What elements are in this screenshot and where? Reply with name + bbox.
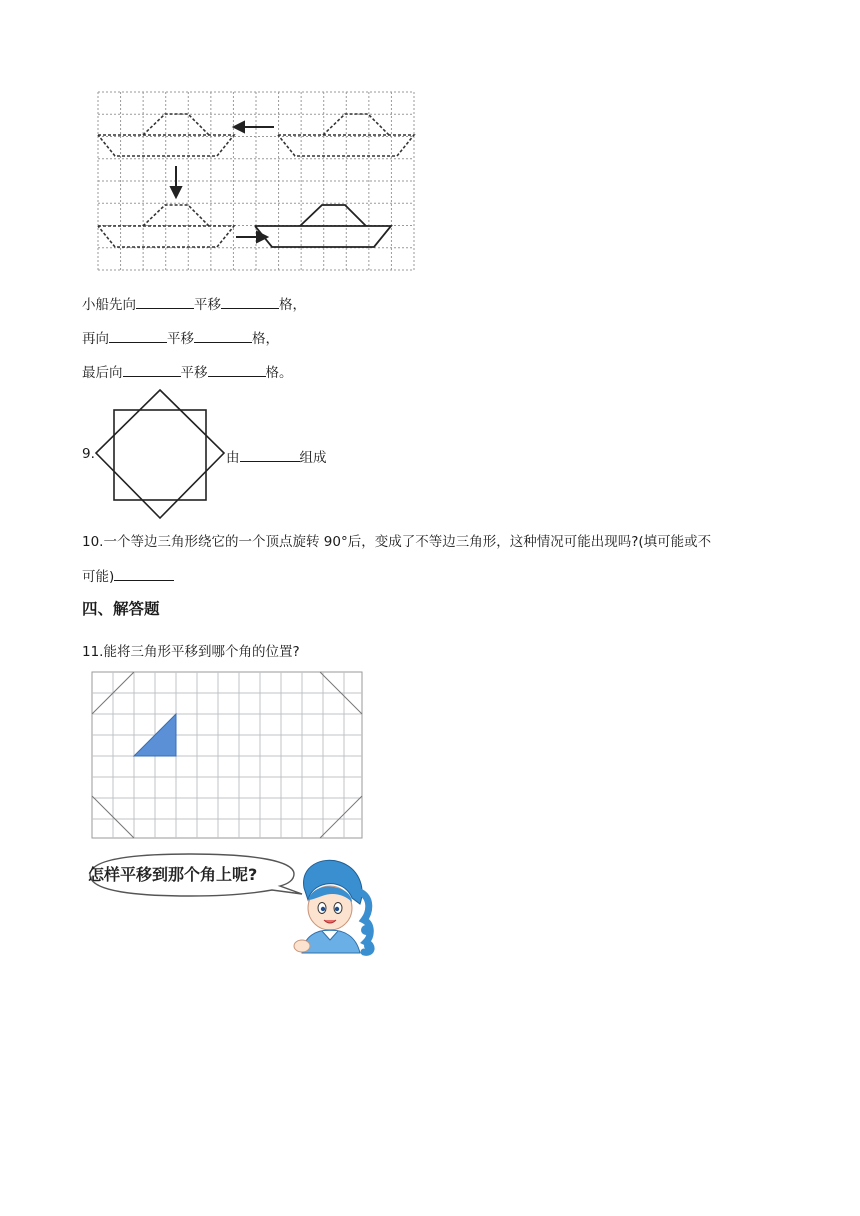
- q8-line3-mid: 平移: [180, 365, 208, 381]
- answer-blank[interactable]: [136, 294, 194, 309]
- q8-line2-post: 格，: [252, 331, 279, 347]
- speech-bubble: [80, 850, 310, 900]
- q10-line-1: 10.一个等边三角形绕它的一个顶点旋转 90°后，变成了不等边三角形，这种情况可能出现吗?(填可能或不: [82, 534, 712, 550]
- answer-blank[interactable]: [208, 362, 266, 377]
- q8-line3-post: 格。: [265, 365, 293, 381]
- corner-mark-bottom-right: [320, 796, 362, 838]
- q8-line1-mid: 平移: [194, 297, 221, 313]
- q8-line2-pre: 再向: [82, 331, 109, 347]
- q8-line2-mid: 平移: [167, 331, 194, 347]
- girl-illustration: [282, 858, 382, 953]
- triangle-grid-figure: [92, 672, 364, 840]
- answer-blank[interactable]: [221, 294, 279, 309]
- q10-line-2: [82, 565, 174, 585]
- q9-number: 9.: [82, 446, 95, 462]
- octagram-figure: [94, 390, 224, 520]
- bubble-text: 怎样平移到那个角上呢?: [88, 865, 258, 884]
- q8-line1-pre: 小船先向: [82, 297, 136, 313]
- q9-text-b: 组成: [299, 450, 327, 466]
- q10-text-2: 可能): [82, 569, 115, 585]
- boat-sail-dashed-top-left: [143, 114, 209, 135]
- q8-line-3: [82, 361, 293, 381]
- q11-question: 11.能将三角形平移到哪个角的位置?: [82, 644, 300, 660]
- q9-line: [226, 446, 327, 466]
- q8-line-2: [82, 327, 279, 347]
- boat-translation-figure: [98, 92, 416, 272]
- answer-blank[interactable]: [109, 328, 167, 343]
- answer-blank[interactable]: [114, 566, 174, 581]
- answer-blank[interactable]: [194, 328, 252, 343]
- answer-blank[interactable]: [123, 362, 181, 377]
- q8-line-1: [82, 293, 306, 313]
- q8-line3-pre: 最后向: [82, 365, 123, 381]
- boat-sail-solid-final: [300, 205, 366, 226]
- q8-line1-post: 格，: [279, 297, 306, 313]
- boat-solid-final: [255, 226, 391, 247]
- section-heading: 四、解答题: [82, 600, 160, 618]
- q9-text-a: 由: [226, 450, 240, 466]
- boat-sail-dashed-top-right: [323, 114, 389, 135]
- square-upright: [114, 410, 206, 500]
- answer-blank[interactable]: [240, 447, 300, 462]
- boat-sail-dashed-bottom-left: [143, 205, 209, 226]
